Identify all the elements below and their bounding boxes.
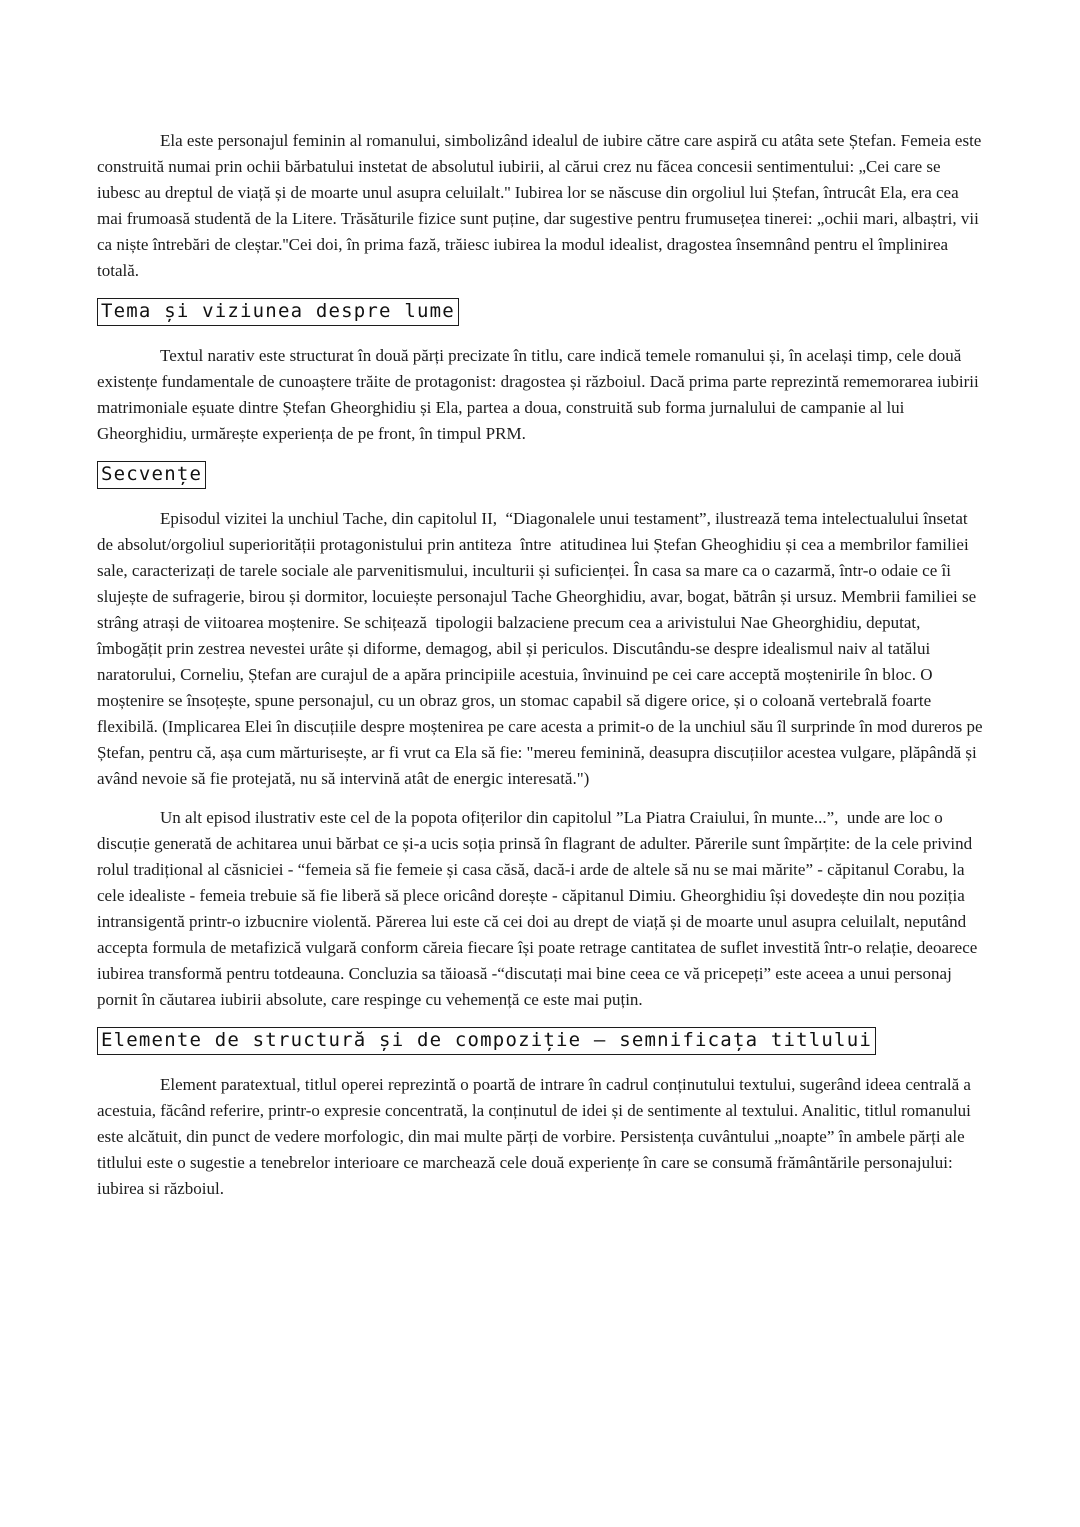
- section-heading-elemente-structura-titlu: Elemente de structură și de compoziție – semnificața titlului: [97, 1027, 876, 1055]
- section-heading-row: [97, 1027, 983, 1055]
- section-heading-row: [97, 298, 983, 326]
- section-heading-row: [97, 461, 983, 489]
- paragraph-semnificatia-titlului: Element paratextual, titlul operei reprezintă o poartă de intrare în cadrul conținutului textului, sugerând ideea centrală a acestuia, făcând referire, printr-o expresie concentrată, la conținutul de idei și de sentimente al textului. Analitic, titlul romanului este alcătuit, din punct de vedere morfologic, din mai multe părți de vorbire. Persistența cuvântului „noapte” în ambele părți ale titlului este o sugestie a tenebrelor interioare ce marchează cele două experiențe în care se consumă frământările personajului: iubirea si războiul.: [97, 1075, 976, 1198]
- paragraph-episod-unchiul-tache: Episodul vizitei la unchiul Tache, din capitolul II, “Diagonalele unui testament”, ilustrează tema intelectualului însetat de absolut/orgoliul superiorității protagonistului prin antiteza între atitudinea lui Ștefan Gheoghidiu și cea a membrilor familiei sale, caracterizați de tarele sociale ale parvenitismului, inculturii și suficienței. În casa sa mare ca o cazarmă, într-o odaie ce îi slujește de sufragerie, birou și dormitor, locuiește personajul Tache Gheorghidiu, avar, bogat, bătrân și ursuz. Membrii familiei se strâng atrași de viitoarea moștenire. Se schițează tipologii balzaciene precum cea a arivistului Nae Gheorghidiu, deputat, îmbogățit prin zestrea nevestei urâte și diforme, demagog, abil și periculos. Discutându-se despre idealismul naiv al tatălui naratorului, Corneliu, Ștefan are curajul de a apăra principiile acestuia, învinuind pe cei care acceptă moștenirile în bloc. O moștenire se însoțește, spune personajul, cu un obraz gros, un stomac capabil să digere orice, și o coloană vertebrală foarte flexibilă. (Implicarea Elei în discuțiile despre moștenirea pe care acesta a primit-o de la unchiul său îl surprinde în mod dureros pe Ștefan, pentru că, așa cum mărturisește, ar fi vrut ca Ela să fie: "mereu feminină, deasupra discuțiilor acestea vulgare, plăpândă și având nevoie să fie protejată, nu să intervină atât de energic interesată."): [97, 509, 987, 788]
- paragraph-ela-character: Ela este personajul feminin al romanului, simbolizând idealul de iubire către care aspiră cu atâta sete Ștefan. Femeia este construită numai prin ochii bărbatului instetat de absolutul iubirii, al cărui crez nu făcea concesii sentimentului: „Cei care se iubesc au dreptul de viață și de moarte unul asupra celuilalt.'' Iubirea lor se născuse din orgoliul lui Ștefan, întrucât Ela, era cea mai frumoasă studentă de la Litere. Trăsăturile fizice sunt puține, dar sugestive pentru frumusețea tinerei: „ochii mari, albaștri, vii ca niște întrebări de cleștar.''Cei doi, în prima fază, trăiesc iubirea la modul idealist, dragostea însemnând pentru el împlinirea totală.: [97, 131, 986, 280]
- paragraph-episod-popota-ofiterilor: Un alt episod ilustrativ este cel de la popota ofițerilor din capitolul ”La Piatra Craiului, în munte...”, unde are loc o discuție generată de achitarea unui bărbat ce și-a ucis soția prinsă în flagrant de adulter. Părerile sunt împărțite: de la cele privind rolul tradițional al căsniciei - “femeia să fie femeie și casa căsă, dacă-i arde de altele să nu se mai mărite” - căpitanul Corabu, la cele idealiste - femeia trebuie să fie liberă să plece oricând dorește - căpitanul Dimiu. Gheorghidiu își dovedește din nou poziția intransigentă printr-o izbucnire violentă. Părerea lui este că cei doi au drept de viață și de moarte unul asupra celuilalt, neputând accepta formula de metafizică vulgară conform căreia fiecare își poate retrage cantitatea de suflet investită într-o relație, deoarece iubirea transformă pentru totdeauna. Concluzia sa tăioasă -“discutați mai bine ceea ce vă pricepeți” este aceea a unui personaj pornit în căutarea iubirii absolute, care respinge cu vehemență ce este mai puțin.: [97, 808, 982, 1009]
- section-heading-tema-si-viziunea: Tema și viziunea despre lume: [97, 298, 459, 326]
- paragraph-structura-narativa: Textul narativ este structurat în două părți precizate în titlu, care indică temele romanului și, în același timp, cele două existențe fundamentale de cunoaștere trăite de protagonist: dragostea și războiul. Dacă prima parte reprezintă rememorarea iubirii matrimoniale eșuate dintre Ștefan Gheorghidiu și Ela, partea a doua, construită sub forma jurnalului de campanie al lui Gheorghidiu, urmărește experiența de pe front, în timpul PRM.: [97, 346, 983, 443]
- section-heading-secvente: Secvențe: [97, 461, 206, 489]
